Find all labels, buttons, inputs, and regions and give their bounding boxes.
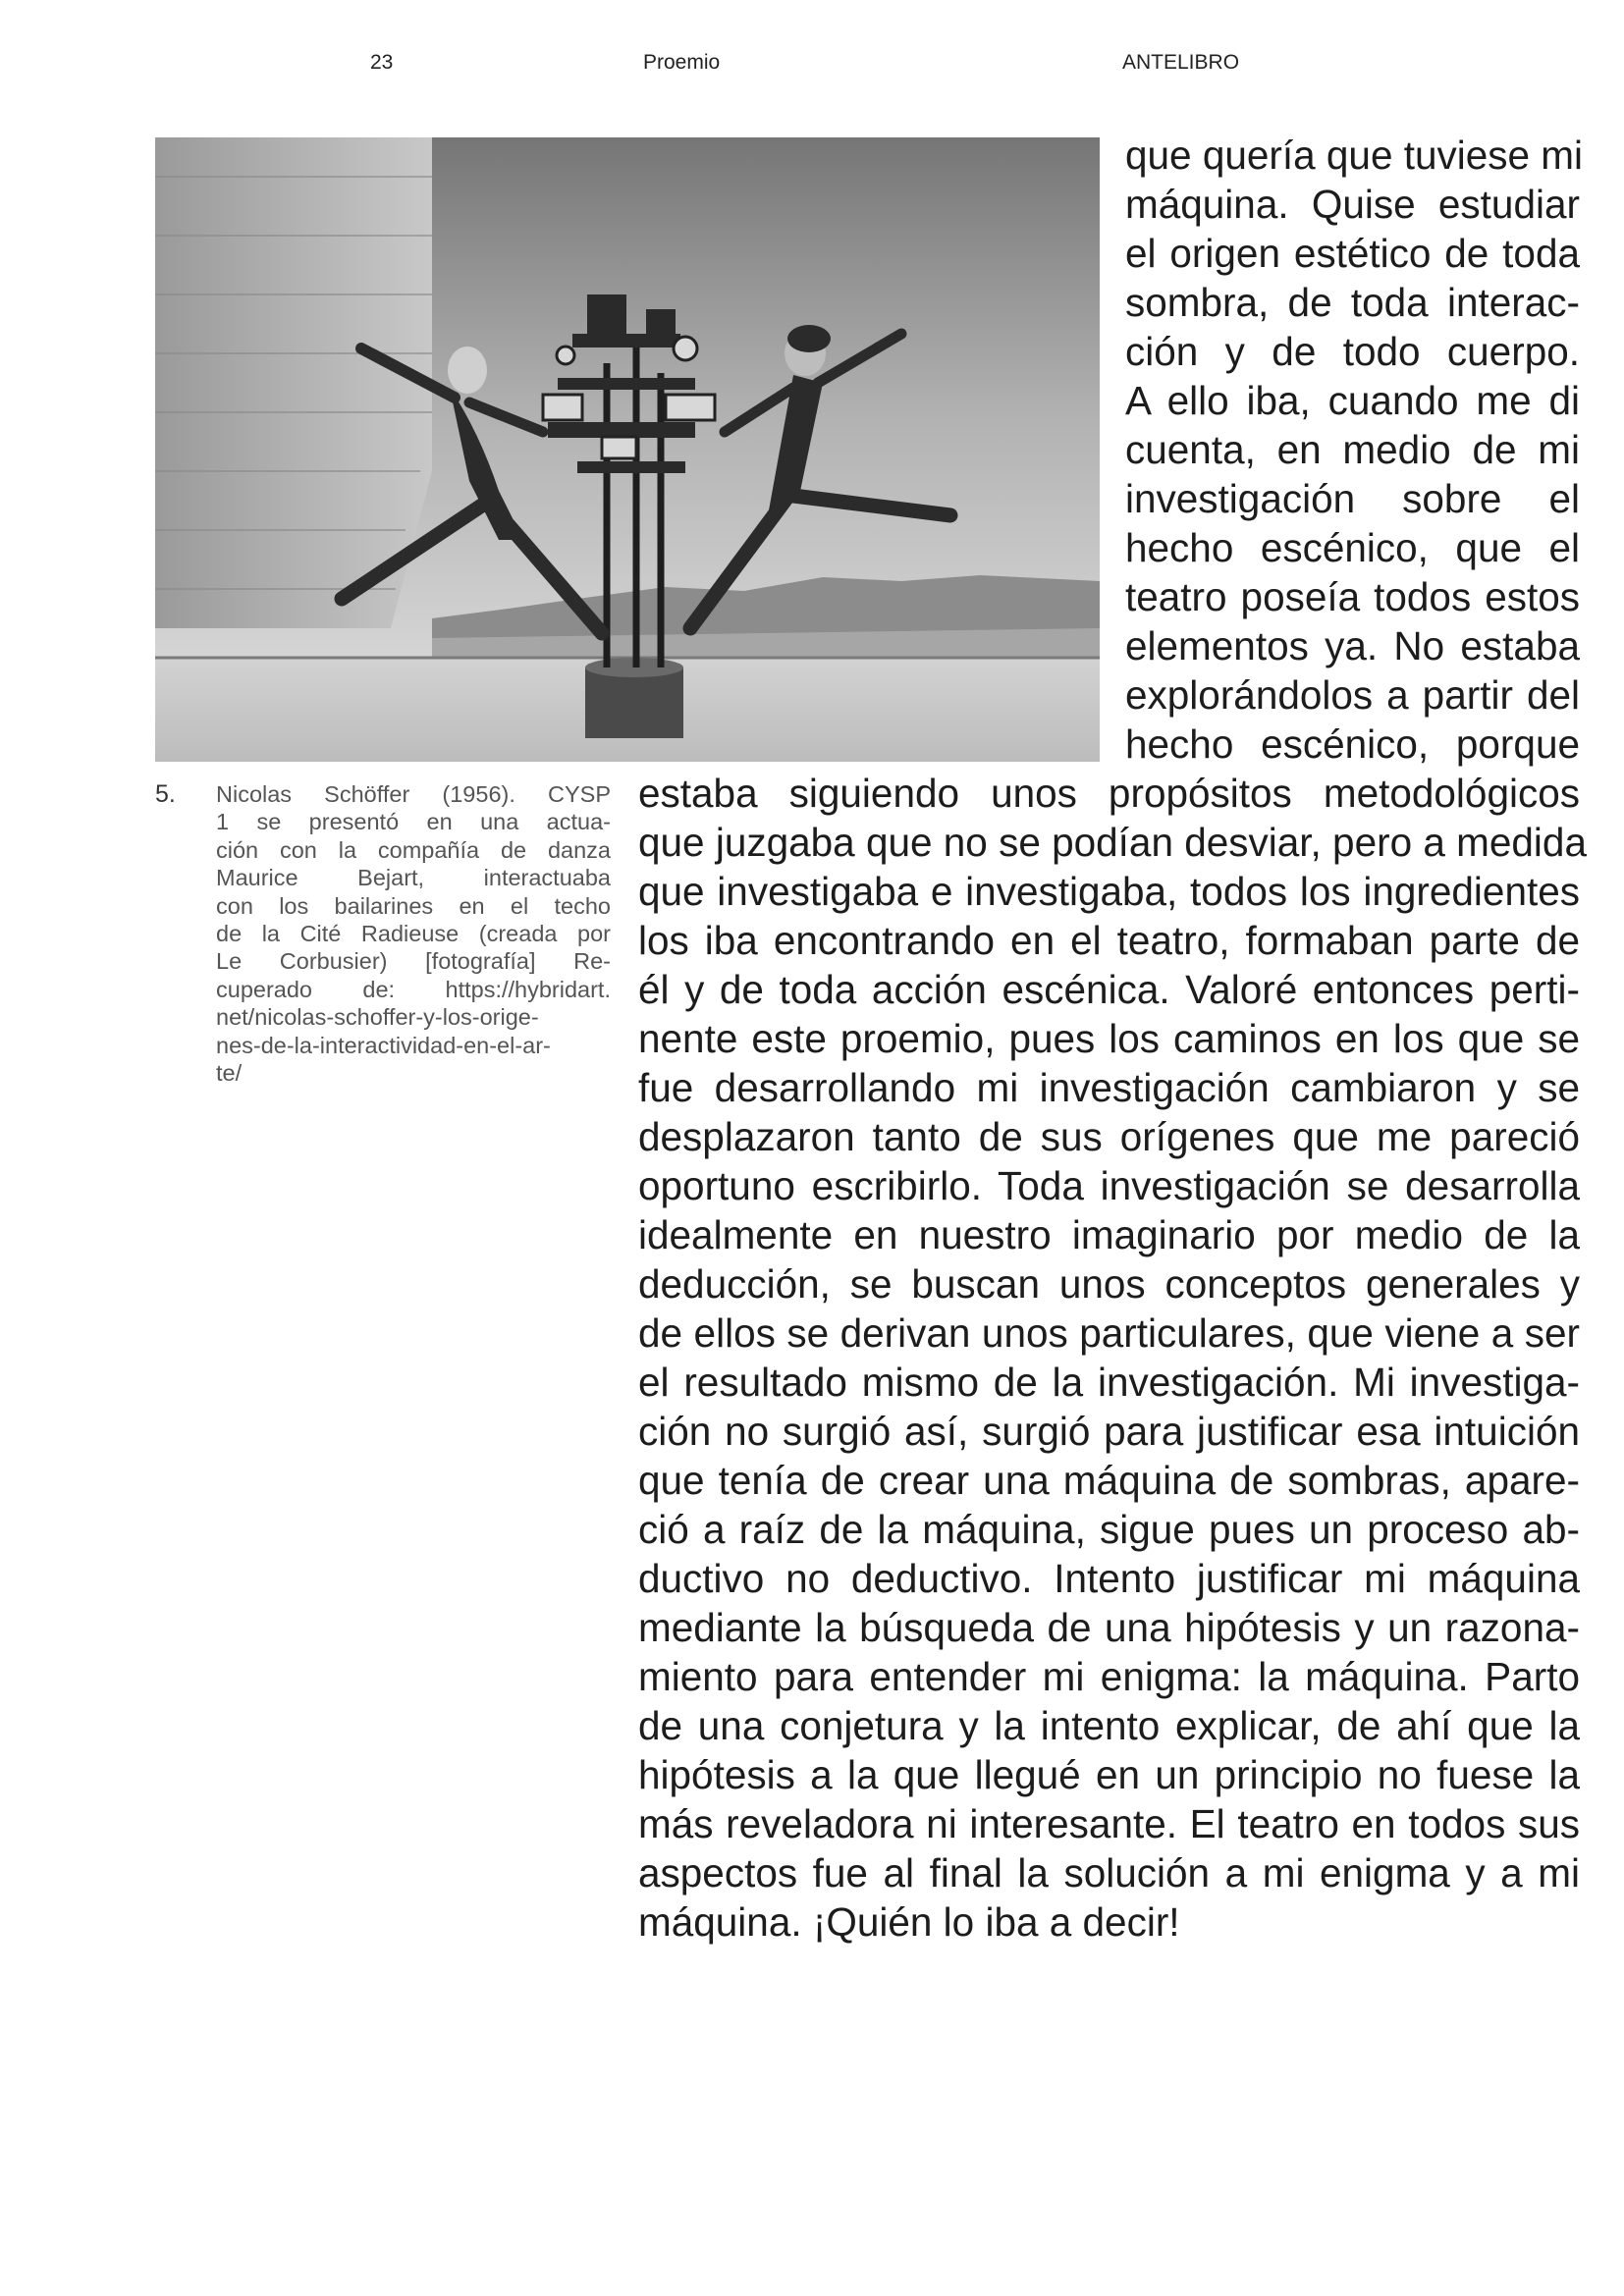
text-line: fue desarrollando mi investigación cambiaron y se xyxy=(638,1065,1580,1110)
page-number: 23 xyxy=(370,51,394,74)
text-line: desplazaron tanto de sus orígenes que me pareció xyxy=(638,1114,1580,1159)
caption-line: te/ xyxy=(216,1060,243,1086)
text-line: deducción, se buscan unos conceptos generales y xyxy=(638,1261,1580,1307)
caption-line: 1 se presentó en una actua- xyxy=(216,809,611,835)
text-line: ció a raíz de la máquina, sigue pues un proceso ab- xyxy=(638,1507,1580,1552)
text-line: más reveladora ni interesante. El teatro en todos sus xyxy=(638,1801,1580,1846)
text-line: él y de toda acción escénica. Valoré entonces perti- xyxy=(638,967,1580,1012)
text-line: máquina. Quise estudiar xyxy=(1125,182,1580,227)
text-body xyxy=(638,769,1587,1966)
text-line: sombra, de toda interac- xyxy=(1125,280,1580,325)
caption-line: Maurice Bejart, interactuaba xyxy=(216,865,611,891)
text-line: ción y de todo cuerpo. xyxy=(1125,329,1580,374)
text-line: hecho escénico, que el xyxy=(1125,525,1580,570)
text-line: A ello iba, cuando me di xyxy=(1125,378,1580,423)
caption-line: cuperado de: https://hybridart. xyxy=(216,976,611,1002)
text-line: ción no surgió así, surgió para justificar esa intuición xyxy=(638,1409,1580,1454)
caption-line: con los bailarines en el techo xyxy=(216,892,611,919)
text-line: de una conjetura y la intento explicar, de ahí que la xyxy=(638,1703,1580,1748)
text-line: investigación sobre el xyxy=(1125,476,1580,521)
text-line: ductivo no deductivo. Intento justificar mi máquina xyxy=(638,1556,1580,1601)
text-line: elementos ya. No estaba xyxy=(1125,623,1580,668)
text-line: hipótesis a la que llegué en un principio no fuese la xyxy=(638,1752,1580,1797)
section-title: Proemio xyxy=(643,51,721,74)
text-line: explorándolos a partir del xyxy=(1125,672,1580,718)
text-line: los iba encontrando en el teatro, formaban parte de xyxy=(638,918,1580,963)
text-line: estaba siguiendo unos propósitos metodológicos xyxy=(638,771,1580,816)
caption-line: net/nicolas-schoffer-y-los-orige- xyxy=(216,1004,539,1031)
text-line: mediante la búsqueda de una hipótesis y un razona- xyxy=(638,1605,1580,1650)
text-column xyxy=(1125,131,1584,769)
caption-line: ción con la compañía de danza xyxy=(216,836,611,863)
text-line: el origen estético de toda xyxy=(1125,231,1580,276)
text-line: miento para entender mi enigma: la máquina. Parto xyxy=(638,1654,1580,1699)
caption-line: nes-de-la-interactividad-en-el-ar- xyxy=(216,1032,551,1058)
text-line: el resultado mismo de la investigación. Mi investiga- xyxy=(638,1360,1580,1405)
book-title: ANTELIBRO xyxy=(1122,51,1240,74)
figure-photo xyxy=(155,137,1100,762)
text-line: teatro poseía todos estos xyxy=(1125,574,1580,619)
caption-line: de la Cité Radieuse (creada por xyxy=(216,921,611,946)
text-line: hecho escénico, porque xyxy=(1125,721,1580,767)
text-line: que juzgaba que no se podían desviar, pero a medida xyxy=(638,820,1587,865)
text-line: máquina. ¡Quién lo iba a decir! xyxy=(638,1899,1180,1945)
text-line: aspectos fue al final la solución a mi enigma y a mi xyxy=(638,1850,1580,1896)
text-line: idealmente en nuestro imaginario por medio de la xyxy=(638,1212,1580,1257)
caption-line: Nicolas Schöffer (1956). CYSP xyxy=(216,781,611,807)
text-line: que tenía de crear una máquina de sombras, apare- xyxy=(638,1458,1580,1503)
text-line: cuenta, en medio de mi xyxy=(1125,427,1580,472)
figure-caption xyxy=(216,780,611,1134)
figure-number: 5. xyxy=(155,780,176,808)
caption-line: Le Corbusier) [fotografía] Re- xyxy=(216,948,611,975)
text-line: que investigaba e investigaba, todos los ingredientes xyxy=(638,869,1580,914)
text-line: oportuno escribirlo. Toda investigación se desarrolla xyxy=(638,1163,1580,1208)
text-line: de ellos se derivan unos particulares, que viene a ser xyxy=(638,1310,1580,1356)
text-line: nente este proemio, pues los caminos en los que se xyxy=(638,1016,1580,1061)
text-line: que quería que tuviese mi xyxy=(1125,133,1584,178)
